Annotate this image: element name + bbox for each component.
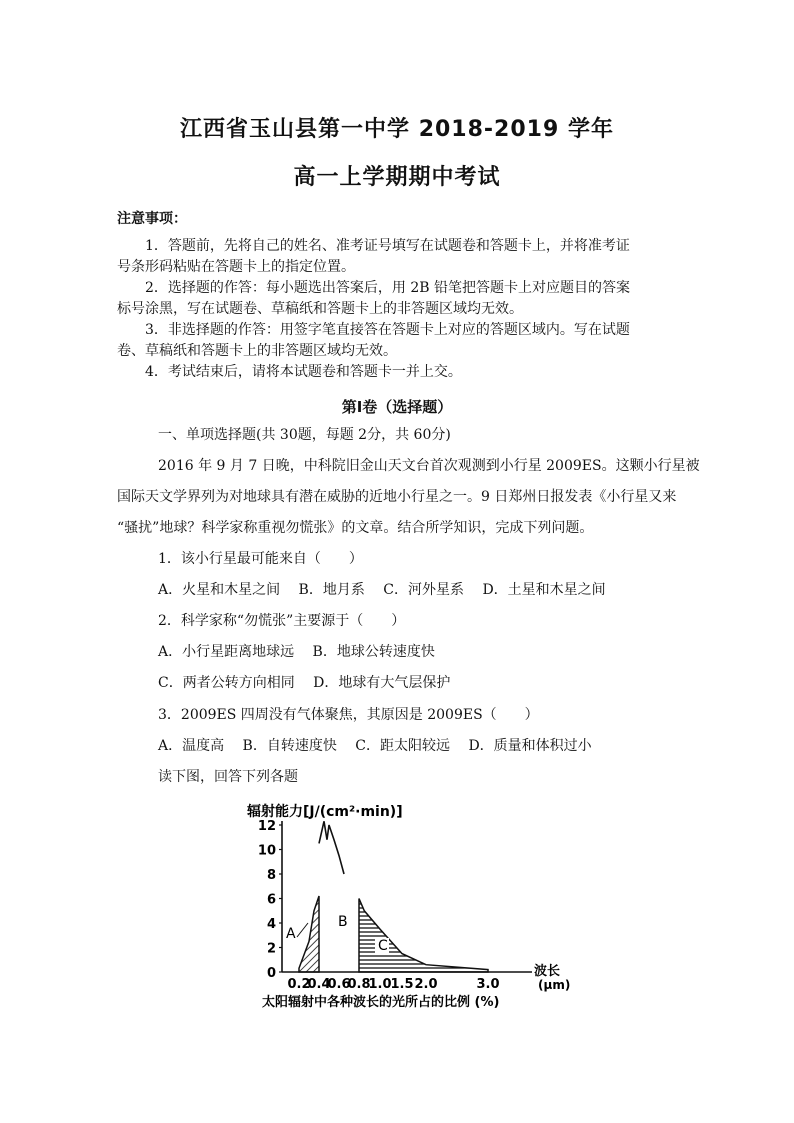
x-tick-label: 0.4	[307, 977, 331, 992]
section-title: 第Ⅰ卷（选择题）	[341, 398, 453, 416]
question-3-options: A．温度高 B．自转速度快 C．距太阳较远 D．质量和体积过小	[158, 738, 592, 754]
question-3-stem: 3．2009ES 四周没有气体聚焦，其原因是 2009ES（ ）	[158, 707, 539, 723]
x-tick-label: 1.0	[368, 977, 392, 992]
y-tick-label: 8	[266, 868, 276, 883]
passage-line: 国际天文学界列为对地球具有潜在威胁的近地小行星之一。9 日郑州日报发表《小行星又来	[117, 489, 677, 505]
chart-x-label: 波长	[534, 964, 561, 979]
x-tick-label: 0.6	[327, 977, 351, 992]
region-a-pointer	[297, 923, 308, 937]
question-1-stem: 1．该小行星最可能来自（ ）	[158, 551, 363, 567]
chart-x-unit: (μm)	[538, 978, 571, 992]
y-tick-label: 6	[266, 892, 276, 908]
chart-y-label: 辐射能力[J/(cm²·min)]	[247, 804, 403, 820]
region-a-label: A	[286, 926, 296, 942]
series-a-area	[299, 896, 319, 972]
region-c-label: C	[378, 938, 388, 954]
series-b-curve	[319, 821, 344, 874]
x-tick-label: 0.2	[287, 977, 311, 992]
x-tick-label: 3.0	[476, 977, 500, 992]
notice-line: 2．选择题的作答：每小题选出答案后，用 2B 铅笔把答题卡上对应题目的答案	[145, 280, 631, 296]
question-2-stem: 2．科学家称“勿慌张”主要源于（ ）	[158, 613, 406, 629]
x-tick-label: 0.8	[347, 977, 371, 992]
y-tick-label: 10	[257, 843, 276, 859]
y-tick-label: 4	[266, 917, 276, 932]
y-tick-label: 0	[266, 966, 276, 981]
solar-radiation-chart	[242, 795, 602, 1015]
notice-line: 卷、草稿纸和答题卡上的非答题区域均无效。	[117, 343, 397, 359]
notice-line: 3．非选择题的作答：用签字笔直接答在答题卡上对应的答题区域内。写在试题	[145, 322, 630, 338]
y-tick-label: 12	[257, 819, 276, 834]
series-c-area	[359, 899, 488, 973]
notice-line: 4．考试结束后，请将本试题卷和答题卡一并上交。	[145, 364, 462, 380]
region-b-label: B	[338, 914, 348, 930]
notice-line: 1．答题前，先将自己的姓名、准考证号填写在试题卷和答题卡上，并将准考证	[145, 238, 630, 254]
notice-line: 标号涂黑，写在试题卷、草稿纸和答题卡上的非答题区域均无效。	[117, 301, 523, 317]
question-1-options: A．火星和木星之间 B．地月系 C．河外星系 D．土星和木星之间	[158, 582, 606, 598]
figure-prompt: 读下图，回答下列各题	[158, 769, 298, 785]
exam-title-line1: 江西省玉山县第一中学 2018-2019 学年	[180, 117, 614, 142]
passage-line: 2016 年 9 月 7 日晚，中科院旧金山天文台首次观测到小行星 2009ES。这颗小行星被	[158, 458, 700, 474]
chart-caption: 太阳辐射中各种波长的光所占的比例 (%)	[262, 995, 500, 1010]
notice-heading: 注意事项：	[117, 211, 187, 227]
y-tick-label: 2	[266, 941, 276, 957]
part-heading: 一、单项选择题(共 30题，每题 2分，共 60分)	[158, 427, 451, 443]
x-tick-label: 1.5	[390, 977, 414, 992]
passage-line: “骚扰”地球？科学家称重视勿慌张》的文章。结合所学知识，完成下列问题。	[117, 520, 594, 536]
exam-title-line2: 高一上学期期中考试	[293, 165, 501, 190]
notice-line: 号条形码粘贴在答题卡上的指定位置。	[117, 259, 355, 275]
x-tick-label: 2.0	[414, 977, 438, 992]
question-2-options: C．两者公转方向相同 D．地球有大气层保护	[158, 675, 451, 691]
question-2-options: A．小行星距离地球远 B．地球公转速度快	[158, 644, 435, 660]
